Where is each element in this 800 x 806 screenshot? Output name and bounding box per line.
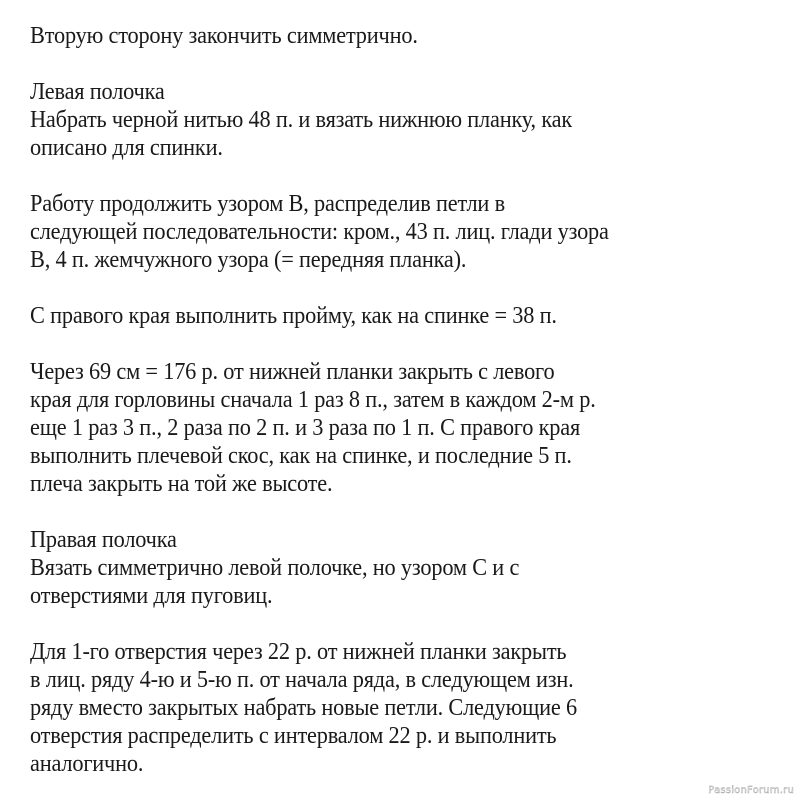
text-line: Вторую сторону закончить симметрично. [30, 23, 418, 49]
text-line: края для горловины сначала 1 раз 8 п., затем в каждом 2-м р. [30, 387, 596, 413]
text-line: Вязать симметрично левой полочке, но узором С и с [30, 555, 520, 581]
text-line: аналогично. [30, 751, 144, 777]
text-line: в лиц. ряду 4-ю и 5-ю п. от начала ряда, в следующем изн. [30, 667, 574, 693]
text-line: отверстиями для пуговиц. [30, 583, 273, 609]
text-line: Для 1-го отверстия через 22 р. от нижней планки закрыть [30, 639, 567, 665]
paragraph-buttonholes [30, 638, 790, 778]
text-line: Набрать черной нитью 48 п. и вязать нижнюю планку, как [30, 107, 573, 133]
paragraph-right-front [30, 526, 790, 610]
text-line: следующей последовательности: кром., 43 п. лиц. глади узора [30, 219, 609, 245]
text-line: ряду вместо закрытых набрать новые петли. Следующие 6 [30, 695, 577, 721]
text-line: С правого края выполнить пройму, как на спинке = 38 п. [30, 303, 557, 329]
document-body [30, 22, 790, 806]
text-line: выполнить плечевой скос, как на спинке, и последние 5 п. [30, 443, 572, 469]
paragraph-pattern-b [30, 190, 790, 274]
text-line: плеча закрыть на той же высоте. [30, 471, 333, 497]
text-line: описано для спинки. [30, 135, 223, 161]
section-heading-right-front: Правая полочка [30, 527, 177, 553]
paragraph-neckline [30, 358, 790, 498]
paragraph-armhole [30, 302, 790, 330]
section-heading-left-front: Левая полочка [30, 79, 165, 105]
watermark: PassionForum.ru [708, 785, 794, 796]
text-line: Работу продолжить узором В, распределив петли в [30, 191, 505, 217]
text-line: отверстия распределить с интервалом 22 р. и выполнить [30, 723, 557, 749]
text-line: В, 4 п. жемчужного узора (= передняя планка). [30, 247, 467, 273]
text-line: еще 1 раз 3 п., 2 раза по 2 п. и 3 раза по 1 п. С правого края [30, 415, 581, 441]
paragraph-left-front [30, 78, 790, 162]
paragraph-finish-symmetric [30, 22, 790, 50]
text-line: Через 69 см = 176 р. от нижней планки закрыть с левого [30, 359, 555, 385]
